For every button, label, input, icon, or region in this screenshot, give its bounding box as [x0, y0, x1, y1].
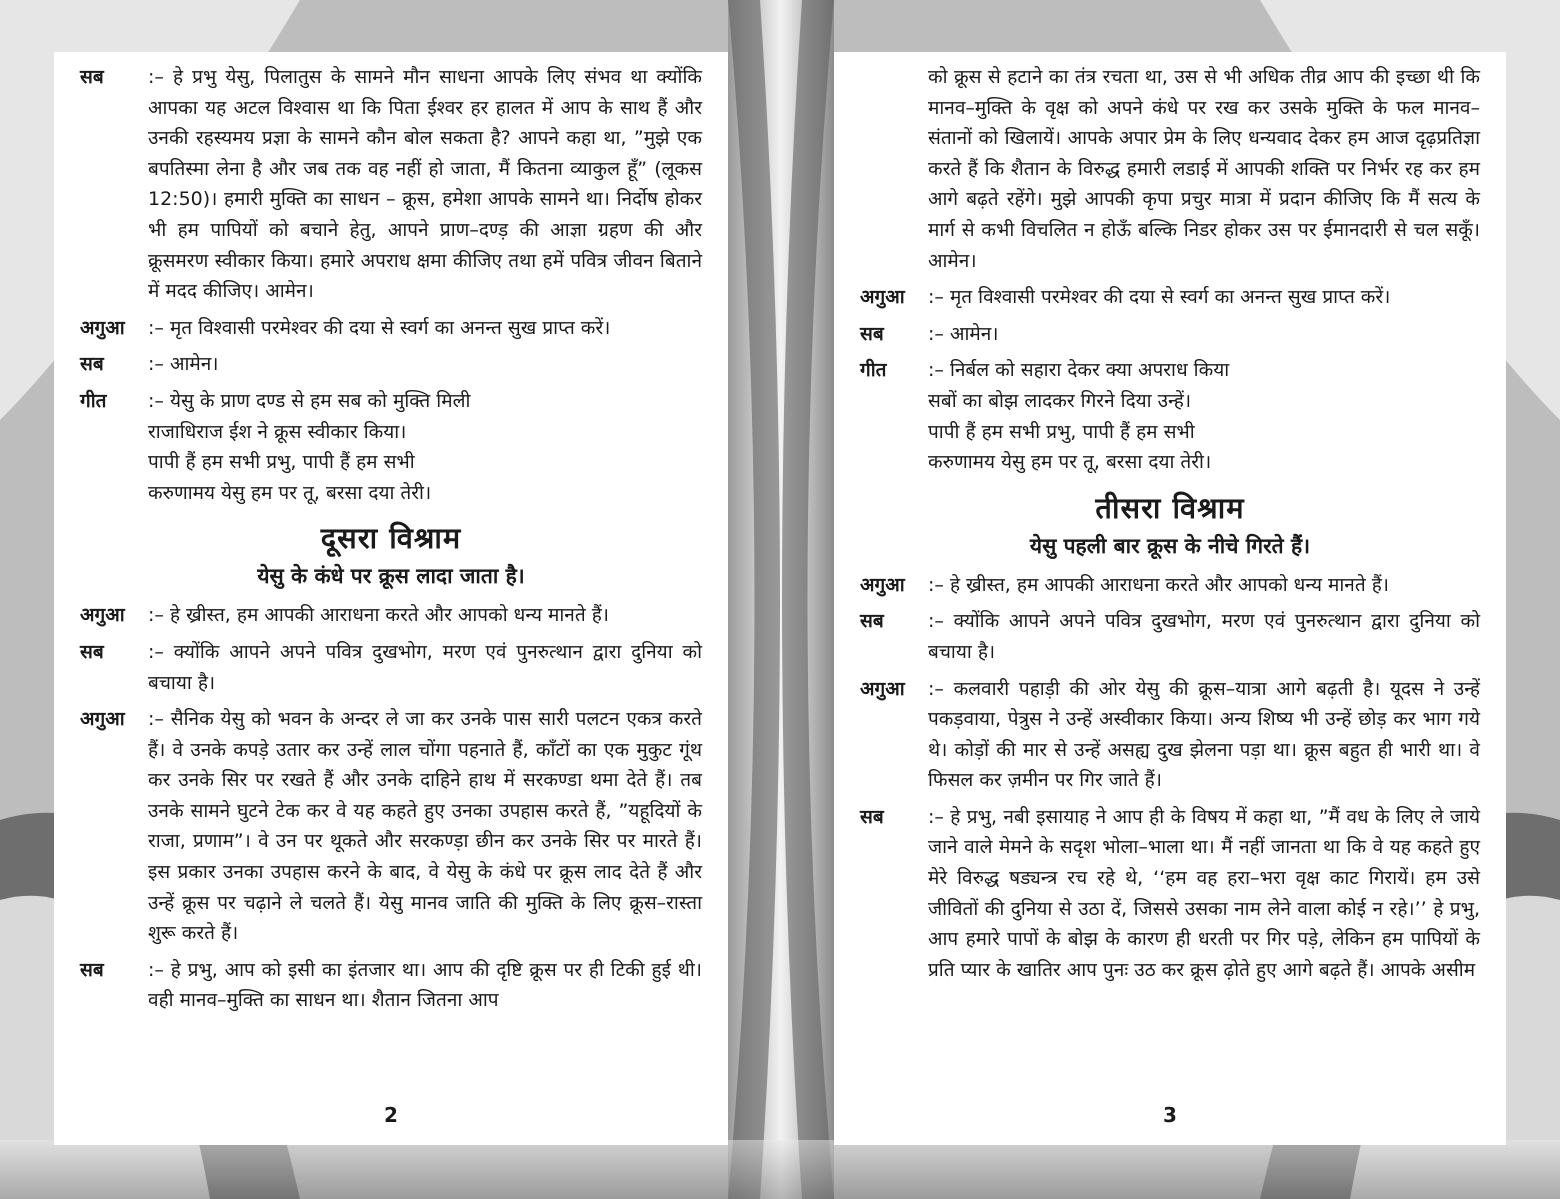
- speaker-role: सब: [860, 610, 884, 633]
- song-lyrics: :– येसु के प्राण दण्ड से हम सब को मुक्ति मिली राजाधिराज ईश ने क्रूस स्वीकार किया। पापी हैं हम सभी प्रभु, पापी हैं हम सभी करुणामय येसु हम पर तू, बरसा दया तेरी।: [148, 389, 471, 504]
- dialogue-entry: [80, 600, 702, 631]
- dialogue-text: :– क्योंकि आपने अपने पवित्र दुखभोग, मरण एवं पुनरुत्थान द्वारा दुनिया को बचाया है।: [148, 640, 702, 694]
- speaker-role: सब: [80, 640, 104, 663]
- right-top-entries: [860, 282, 1480, 478]
- dialogue-text: :– मृत विश्वासी परमेश्वर की दया से स्वर्ग का अनन्त सुख प्राप्त करें।: [148, 316, 611, 339]
- dialogue-text: :– हे प्रभु येसु, पिलातुस के सामने मौन साधना आपके लिए संभव था क्योंकि आपका यह अटल विश्वास था कि पिता ईश्वर हर हालत में आप के साथ हैं और उनकी रहस्यमय प्रज्ञा के सामने कौन बोल सकता है? आपने कहा था, ”मुझे एक बपतिस्मा लेना है और जब तक वह नहीं हो जाता, मैं कितना व्याकुल हूँ” (लूकस 12:50)। हमारी मुक्ति का साधन – क्रूस, हमेशा आपके सामने था। निर्दोष होकर भी हम पापियों को बचाने हेतु, आपने प्राण–दण्ड़ की आज्ञा ग्रहण की और क्रूसमरण स्वीकार किया। हमारे अपराध क्षमा कीजिए तथा हमें पवित्र जीवन बिताने में मदद कीजिए। आमेन।: [148, 66, 702, 303]
- speaker-role: अगुआ: [860, 573, 905, 596]
- dialogue-text: :– हे ख्रीस्त, हम आपकी आराधना करते और आपको धन्य मानते हैं।: [928, 573, 1389, 596]
- speaker-role: अगुआ: [860, 286, 905, 309]
- song-lyrics: :– निर्बल को सहारा देकर क्या अपराध किया सबों का बोझ लादकर गिरने दिया उन्हें। पापी हैं हम सभी प्रभु, पापी हैं हम सभी करुणामय येसु हम पर तू, बरसा दया तेरी।: [928, 359, 1230, 474]
- section-heading: तीसरा विश्राम: [1095, 490, 1245, 525]
- left-bottom-entries: [80, 600, 702, 1016]
- speaker-role: सब: [860, 322, 884, 345]
- dialogue-entry: [80, 637, 702, 698]
- dialogue-text: :– हे ख्रीस्त, हम आपकी आराधना करते और आपको धन्य मानते हैं।: [148, 604, 609, 627]
- speaker-role: गीत: [80, 389, 107, 412]
- dialogue-text: :– सैनिक येसु को भवन के अन्दर ले जा कर उनके पास सारी पलटन एकत्र करते हैं। वे उनके कपड़े उतार कर उन्हें लाल चोंगा पहनाते हैं, काँटों का एक मुकुट गूंथ कर उनके सिर पर रखते हैं और उनके दाहिने हाथ में सरकण्डा थमा देते हैं। तब उनके सामने घुटने टेक कर वे यह कहते हुए उनका उपहास करते हैं, ”यहूदियों के राजा, प्रणाम”। वे उन पर थूकते और सरकण्ड़ा छीन कर उनके सिर पर मारते हैं। इस प्रकार उनका उपहास करने के बाद, वे येसु के कंधे पर क्रूस लाद देते हैं और उन्हें क्रूस पर चढ़ाने ले चलते हैं। येसु मानव जाति की मुक्ति के लिए क्रूस–रास्ता शुरू करते हैं।: [148, 708, 702, 945]
- speaker-role: अगुआ: [860, 677, 905, 700]
- dialogue-entry: [860, 319, 1480, 350]
- section-subheading: येसु पहली बार क्रूस के नीचे गिरते हैं।: [1029, 533, 1311, 558]
- speaker-role: अगुआ: [80, 316, 125, 339]
- page-number: 3: [1163, 1103, 1177, 1127]
- speaker-role: गीत: [860, 359, 887, 382]
- section-heading: दूसरा विश्राम: [320, 521, 462, 556]
- left-page: [54, 52, 728, 1145]
- right-bottom-entries: [860, 570, 1480, 986]
- speaker-role: सब: [860, 805, 884, 828]
- dialogue-entry: [80, 704, 702, 949]
- left-top-entries: [80, 62, 702, 508]
- dialogue-entry: [860, 570, 1480, 601]
- speaker-role: अगुआ: [80, 708, 125, 731]
- dialogue-text: :– मृत विश्वासी परमेश्वर की दया से स्वर्ग का अनन्त सुख प्राप्त करें।: [928, 286, 1391, 309]
- speaker-role: अगुआ: [80, 604, 125, 627]
- dialogue-text: :– क्योंकि आपने अपने पवित्र दुखभोग, मरण एवं पुनरुत्थान द्वारा दुनिया को बचाया है।: [928, 610, 1480, 663]
- page-number: 2: [384, 1103, 398, 1127]
- speaker-role: सब: [80, 958, 104, 981]
- dialogue-text: :– हे प्रभु, नबी इसायाह ने आप ही के विषय में कहा था, ”मैं वध के लिए ले जाये जाने वाले मेमने के सदृश भोला–भाला था। मैं नहीं जानता था कि वे यह कहते हुए मेरे विरुद्ध षड्यन्त्र रच रहे थे, ‘‘हम वह हरा–भरा वृक्ष काट गिरायें। हम उसे जीवितों की दुनिया से उठा दें, जिससे उसका नाम लेने वाला कोई न रहे।’’ हे प्रभु, आप हमारे पापों के बोझ के कारण ही धरती पर गिर पड़े, लेकिन हम पापियों के प्रति प्यार के खातिर आप पुनः उठ कर क्रूस ढ़ोते हुए आगे बढ़ते हैं। आपके असीम: [928, 805, 1480, 981]
- continued-text: को क्रूस से हटाने का तंत्र रचता था, उस से भी अधिक तीव्र आप की इच्छा थी कि मानव–मुक्ति के वृक्ष को अपने कंधे पर रख कर उसके मुक्ति के फल मानव–संतानों को खिलायें। आपके अपार प्रेम के लिए धन्यवाद देकर हम आज दृढ़प्रतिज्ञा करते हैं कि शैतान के विरुद्ध हमारी लडाई में आपकी शक्ति पर निर्भर रह कर हम आगे बढ़ते रहेंगे। मुझे आपकी कृपा प्रचुर मात्रा में प्रदान कीजिए कि मैं सत्य के मार्ग से कभी विचलित न होऊँ बल्कि निडर होकर उस पर ईमानदारी से चल सकूँ। आमेन।: [928, 66, 1480, 272]
- dialogue-entry: [860, 282, 1480, 313]
- song-entry: [860, 355, 1480, 477]
- dialogue-entry: [80, 955, 702, 1016]
- dialogue-entry: [860, 674, 1480, 796]
- dialogue-text: :– हे प्रभु, आप को इसी का इंतजार था। आप की दृष्टि क्रूस पर ही टिकी हुई थी। वही मानव–मुक्ति का साधन था। शैतान जितना आप: [148, 958, 702, 1012]
- dialogue-entry: [860, 606, 1480, 667]
- dialogue-entry: [80, 349, 702, 380]
- speaker-role: सब: [80, 66, 104, 88]
- dialogue-text: :– आमेन।: [148, 353, 219, 376]
- dialogue-entry: [80, 62, 702, 307]
- speaker-role: सब: [80, 353, 104, 376]
- song-entry: [80, 386, 702, 508]
- dialogue-entry: [860, 802, 1480, 986]
- dialogue-text: :– कलवारी पहाड़ी की ओर येसु की क्रूस–यात्रा आगे बढ़ती है। यूदस ने उन्हें पकड़वाया, पेत्रुस ने उन्हें अस्वीकार किया। अन्य शिष्य भी उन्हें छोड़ कर भाग गये थे। कोड़ों की मार से उन्हें असह्य दुख झेलना पड़ा था। क्रूस बहुत ही भारी था। वे फिसल कर ज़मीन पर गिर जाते हैं।: [928, 677, 1480, 792]
- dialogue-entry: [80, 313, 702, 344]
- right-page: [834, 52, 1506, 1145]
- section-subheading: येसु के कंधे पर क्रूस लादा जाता है।: [257, 564, 525, 589]
- dialogue-text: :– आमेन।: [928, 322, 999, 345]
